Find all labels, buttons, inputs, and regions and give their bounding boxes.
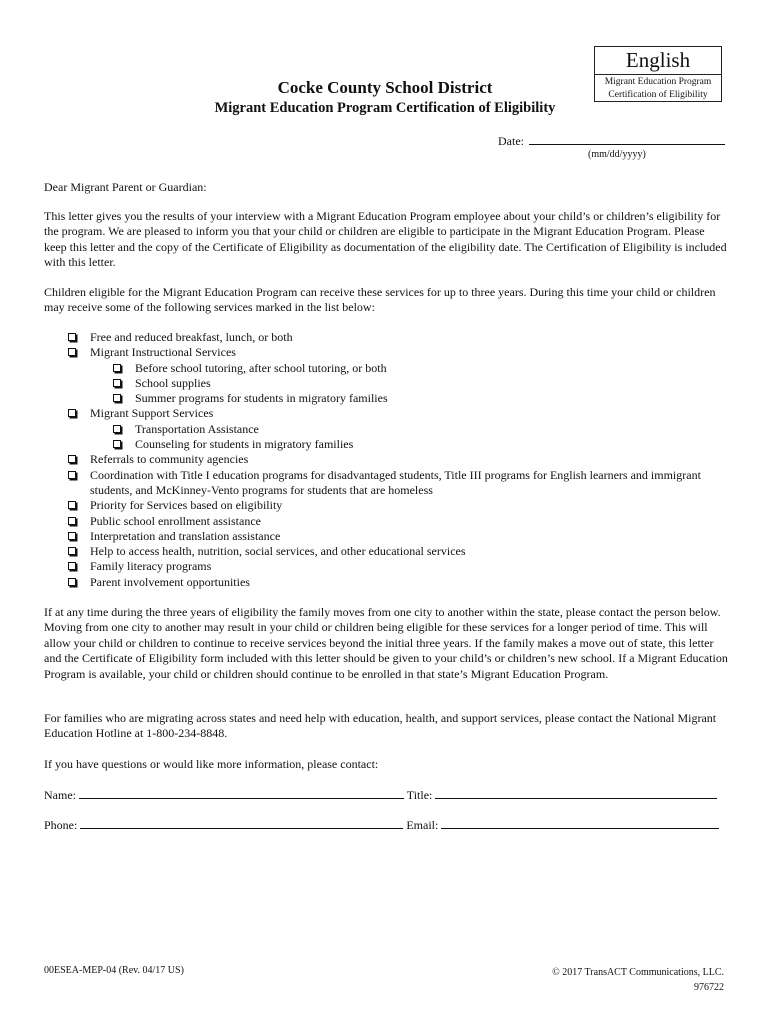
service-checkbox[interactable] <box>113 394 121 402</box>
document-number: 976722 <box>694 982 724 993</box>
service-checkbox[interactable] <box>68 501 76 509</box>
service-item <box>68 559 738 574</box>
questions-paragraph: If you have questions or would like more information, please contact: <box>44 757 379 771</box>
service-item <box>113 437 738 452</box>
date-label: Date: <box>498 134 524 148</box>
language-box <box>594 46 722 102</box>
service-item <box>113 422 738 437</box>
date-format-hint: (mm/dd/yyyy) <box>588 149 646 160</box>
services-intro-paragraph: Children eligible for the Migrant Education Program can receive these services for up to three years. During this time your child or children may receive some of the following services marked in the list below: <box>44 285 716 315</box>
intro-paragraph: This letter gives you the results of your interview with a Migrant Education Program employee about your child’s or children’s eligibility for the program. We are pleased to inform you that your child or children are eligible to participate in the Migrant Education Program. Please keep this letter and the copy of the Certificate of Eligibility as documentation of the eligibility date. The Certification of Eligibility is included with this letter. <box>44 209 727 270</box>
service-item <box>113 391 738 406</box>
name-label: Name: <box>44 788 76 802</box>
service-label: Public school enrollment assistance <box>90 513 261 528</box>
date-row <box>498 133 725 149</box>
service-checkbox[interactable] <box>113 440 121 448</box>
service-item <box>68 345 738 360</box>
service-label: Transportation Assistance <box>135 421 259 436</box>
footer-right <box>552 965 724 995</box>
service-item <box>68 452 738 467</box>
date-field[interactable] <box>529 133 725 145</box>
service-item <box>68 514 738 529</box>
service-item <box>68 529 738 544</box>
service-item <box>113 361 738 376</box>
service-checkbox[interactable] <box>68 409 76 417</box>
service-label: Counseling for students in migratory families <box>135 437 354 452</box>
name-field[interactable] <box>79 787 404 799</box>
service-item <box>68 468 738 499</box>
service-checkbox[interactable] <box>68 348 76 356</box>
service-item <box>68 406 738 421</box>
district-name: Cocke County School District <box>277 78 493 97</box>
hotline-paragraph: For families who are migrating across states and need help with education, health, and support services, please contact the National Migrant Education Hotline at 1-800-234-8848. <box>44 711 717 741</box>
service-label: Parent involvement opportunities <box>90 574 250 589</box>
service-label: School supplies <box>135 375 211 390</box>
title-label: Title: <box>406 788 433 802</box>
phone-label: Phone: <box>44 818 78 832</box>
service-checkbox[interactable] <box>68 471 76 479</box>
service-checkbox[interactable] <box>113 425 121 433</box>
service-checkbox[interactable] <box>68 517 76 525</box>
service-item <box>68 575 738 590</box>
service-label: Help to access health, nutrition, social services, and other educational services <box>90 544 466 559</box>
service-checkbox[interactable] <box>68 578 76 586</box>
email-label: Email: <box>406 818 439 832</box>
copyright: © 2017 TransACT Communications, LLC. <box>552 967 724 978</box>
service-checkbox[interactable] <box>68 547 76 555</box>
service-label: Before school tutoring, after school tutoring, or both <box>135 360 387 375</box>
service-label: Family literacy programs <box>90 559 212 574</box>
service-label: Free and reduced breakfast, lunch, or both <box>90 330 293 344</box>
service-checkbox[interactable] <box>68 333 76 341</box>
service-checkbox[interactable] <box>68 562 76 570</box>
title-field[interactable] <box>435 787 717 799</box>
document-title: Migrant Education Program Certification of Eligibility <box>214 100 556 116</box>
service-item <box>68 330 738 345</box>
service-label: Coordination with Title I education programs for disadvantaged students, Title III programs for English learners and immigrant students, and McKinney-Vento programs for students that are homeless <box>90 467 701 497</box>
phone-field[interactable] <box>80 817 403 829</box>
phone-email-row <box>44 817 734 833</box>
service-checkbox[interactable] <box>113 379 121 387</box>
language-label: English <box>595 47 721 75</box>
service-label: Priority for Services based on eligibility <box>90 498 283 513</box>
services-checklist <box>68 330 738 590</box>
name-title-row <box>44 787 734 803</box>
service-label: Referrals to community agencies <box>90 452 249 467</box>
service-label: Migrant Instructional Services <box>90 345 236 360</box>
service-item <box>68 544 738 559</box>
moving-paragraph: If at any time during the three years of eligibility the family moves from one city to another within the state, please contact the person below. Moving from one city to another may result in your child or children being eligible for these services for a longer period of time. This will allow your child or children to continue to receive services beyond the initial three years. If the family makes a move out of state, this letter and the Certificate of Eligibility form included with this letter should be given to your child’s or children’s new school. If a Migrant Education Program is available, your child or children should continue to be enrolled in that state’s Migrant Education Program. <box>44 605 728 681</box>
service-checkbox[interactable] <box>113 364 121 372</box>
service-checkbox[interactable] <box>68 455 76 463</box>
service-item <box>68 498 738 513</box>
service-label: Migrant Support Services <box>90 406 214 421</box>
form-code: 00ESEA-MEP-04 (Rev. 04/17 US) <box>44 965 184 976</box>
service-checkbox[interactable] <box>68 532 76 540</box>
email-field[interactable] <box>441 817 719 829</box>
greeting: Dear Migrant Parent or Guardian: <box>44 180 207 194</box>
service-label: Summer programs for students in migratory families <box>135 391 388 406</box>
language-box-program-line1: Migrant Education Program <box>604 77 712 87</box>
service-label: Interpretation and translation assistance <box>90 528 281 543</box>
service-item <box>113 376 738 391</box>
language-box-program-line2: Certification of Eligibility <box>608 90 708 100</box>
